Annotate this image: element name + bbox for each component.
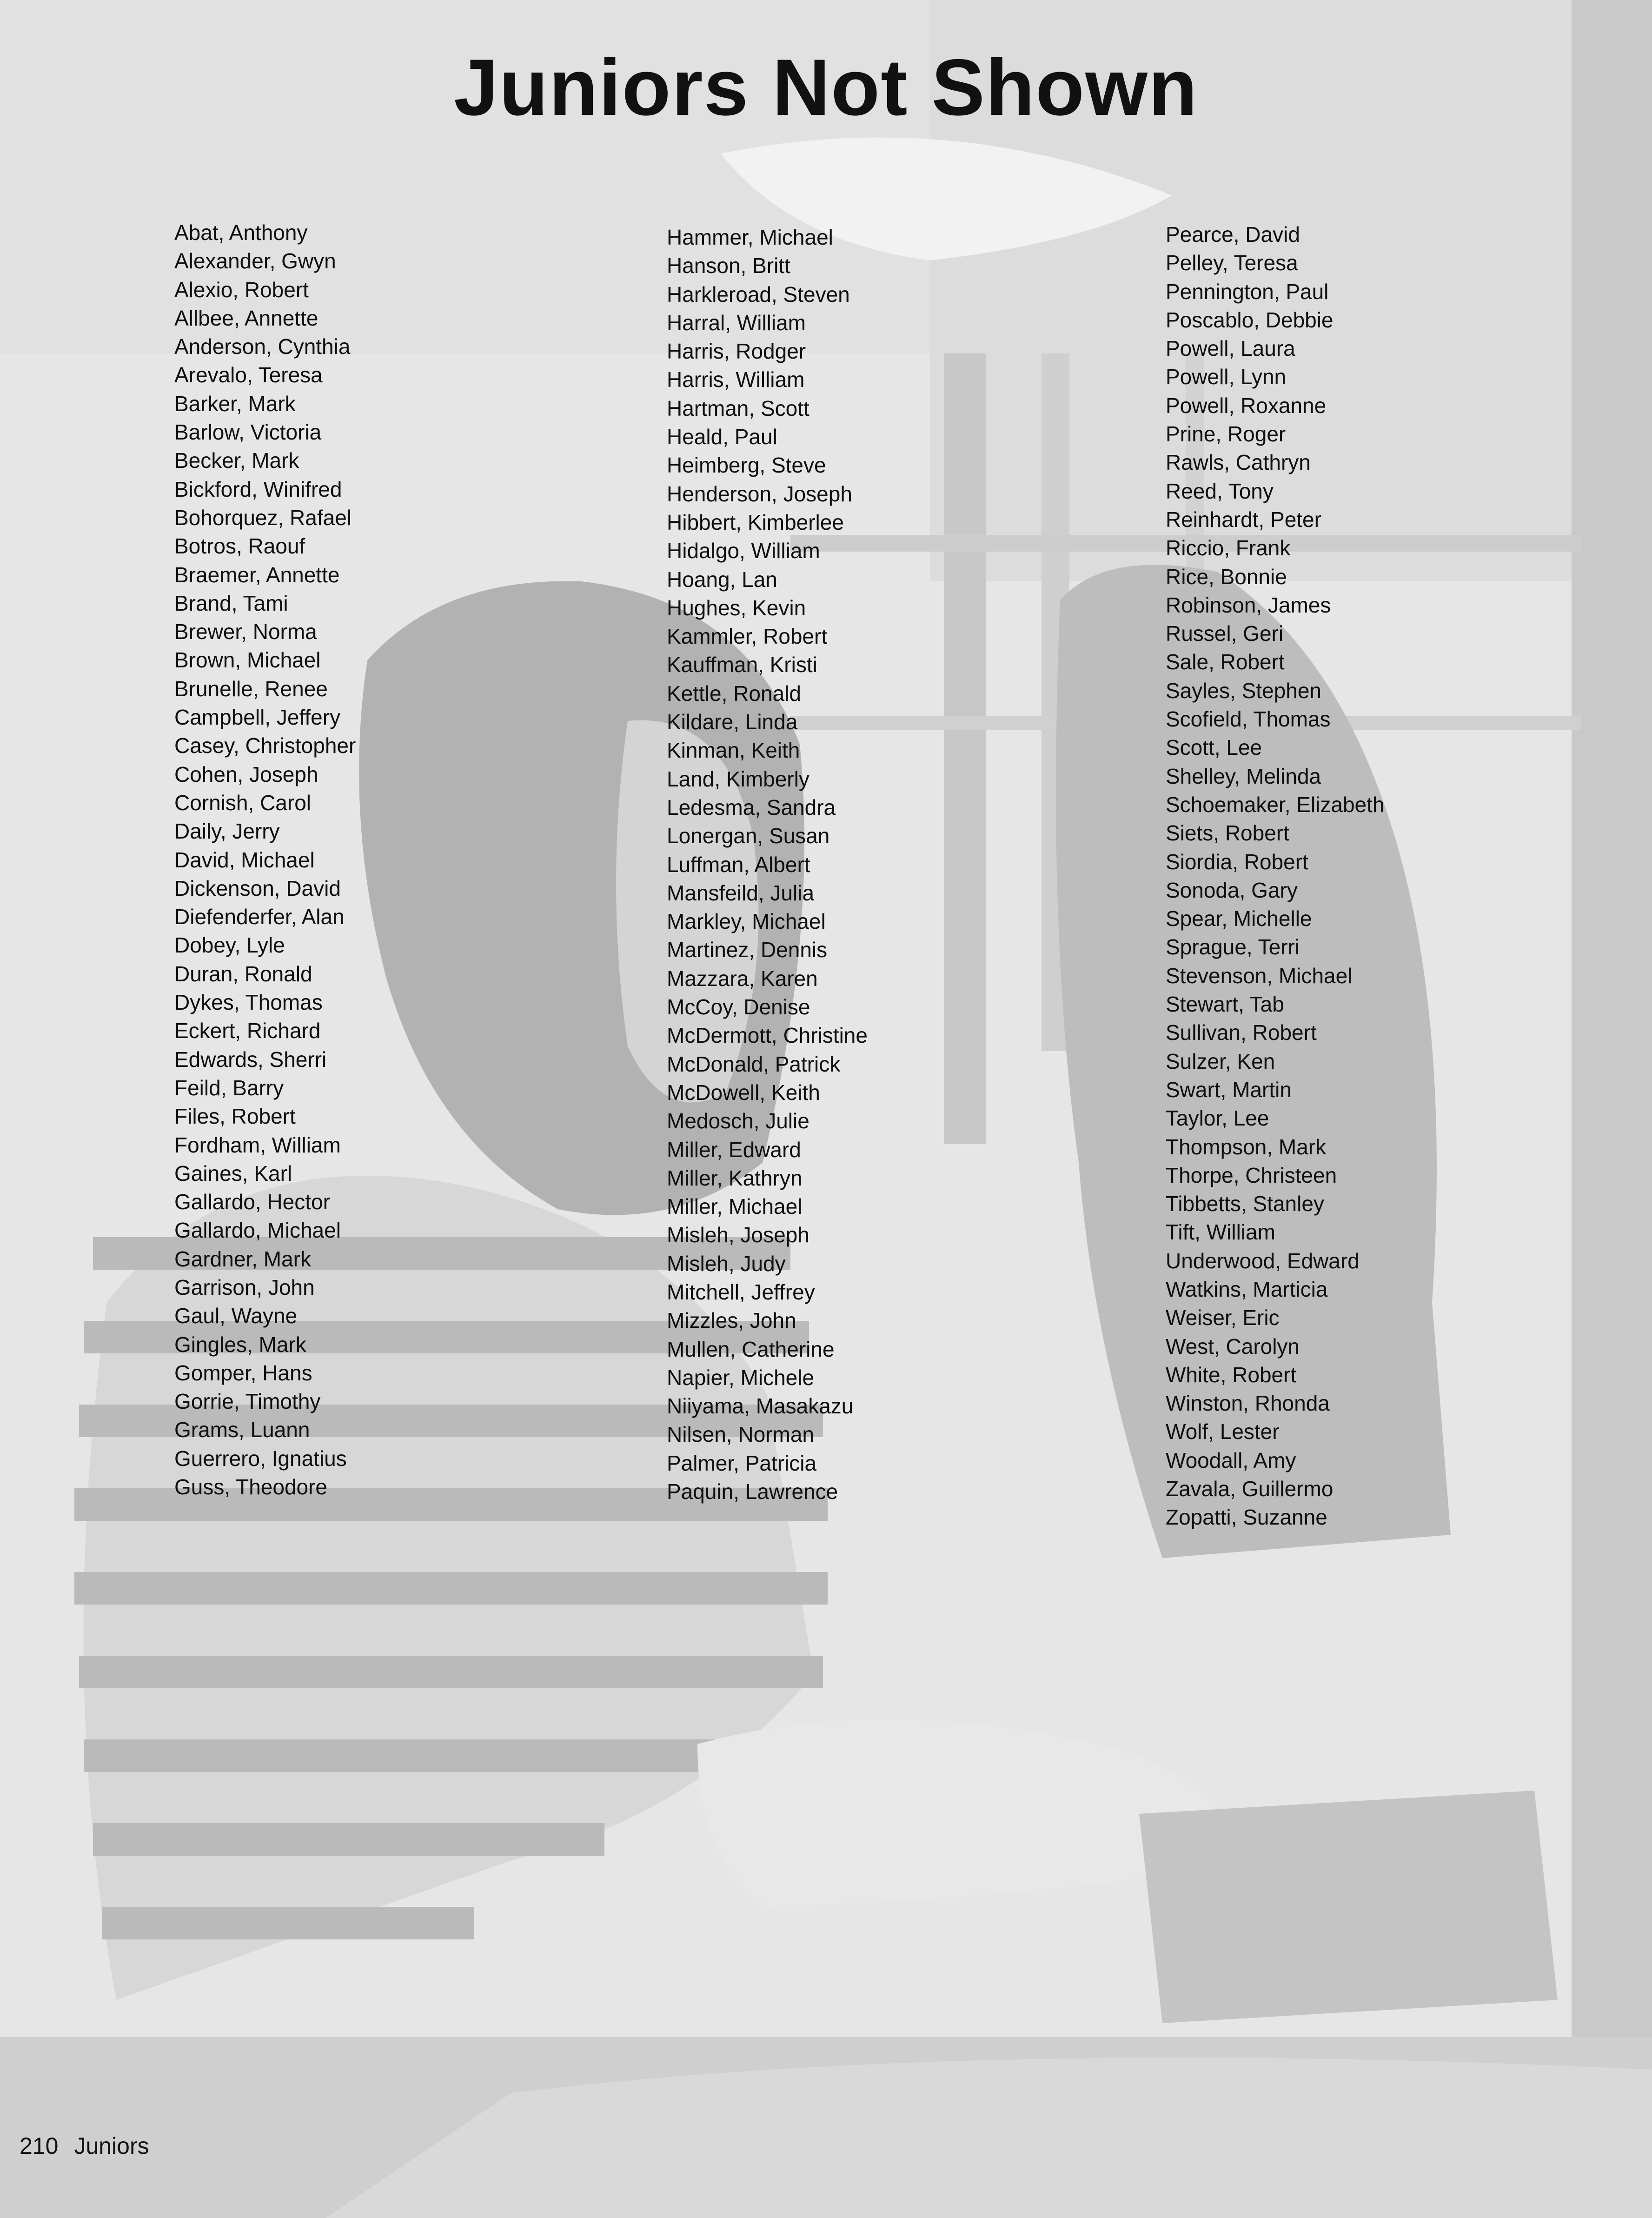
name-entry: Rawls, Cathryn [1166,450,1311,475]
name-entry: David, Michael [174,847,315,872]
name-entry: Gomper, Hans [174,1360,312,1385]
name-entry: Allbee, Annette [174,306,318,330]
name-entry: Misleh, Joseph [667,1223,809,1247]
name-entry: Sonoda, Gary [1166,878,1298,902]
name-entry: Henderson, Joseph [667,481,852,506]
name-entry: Braemer, Annette [174,562,340,587]
name-entry: McCoy, Denise [667,995,810,1019]
name-entry: Dobey, Lyle [174,933,285,958]
name-entry: Rice, Bonnie [1166,564,1287,589]
name-entry: Botros, Raouf [174,534,305,559]
name-entry: Casey, Christopher [174,733,356,758]
name-column-3 [1166,220,1385,1532]
name-entry: Feild, Barry [174,1075,284,1100]
name-entry: Markley, Michael [667,909,826,934]
name-entry: Tift, William [1166,1220,1275,1245]
name-entry: Ledesma, Sandra [667,795,836,819]
name-entry: Mitchell, Jeffrey [667,1279,815,1304]
name-entry: Anderson, Cynthia [174,334,351,359]
name-entry: Winston, Rhonda [1166,1391,1330,1416]
name-entry: Land, Kimberly [667,766,809,791]
name-entry: Luffman, Albert [667,852,810,877]
name-entry: Diefenderfer, Alan [174,905,345,929]
name-entry: Hanson, Britt [667,253,790,278]
name-entry: Martinez, Dennis [667,938,828,962]
name-entry: Sulzer, Ken [1166,1049,1275,1073]
name-entry: Becker, Mark [174,448,299,473]
name-entry: Alexio, Robert [174,277,309,302]
name-entry: Lonergan, Susan [667,824,830,848]
name-entry: Scofield, Thomas [1166,707,1331,732]
name-entry: Underwood, Edward [1166,1248,1360,1273]
name-entry: Hibbert, Kimberlee [667,510,844,534]
name-entry: Prine, Roger [1166,422,1286,446]
name-entry: Misleh, Judy [667,1251,786,1276]
name-entry: Niiyama, Masakazu [667,1394,854,1419]
name-entry: West, Carolyn [1166,1334,1300,1359]
name-entry: Sullivan, Robert [1166,1020,1317,1045]
name-entry: Russel, Geri [1166,621,1284,646]
name-entry: Harris, William [667,367,805,392]
name-entry: Zopatti, Suzanne [1166,1505,1327,1530]
name-entry: Abat, Anthony [174,220,308,245]
name-entry: Scott, Lee [1166,735,1262,760]
name-entry: Daily, Jerry [174,819,280,844]
name-entry: Arevalo, Teresa [174,363,323,387]
name-entry: Sale, Robert [1166,650,1285,674]
name-entry: Reinhardt, Peter [1166,507,1321,532]
name-entry: Powell, Laura [1166,336,1295,361]
name-entry: Miller, Edward [667,1137,801,1162]
name-entry: Heald, Paul [667,425,777,449]
name-entry: Siets, Robert [1166,821,1289,846]
section-label: Juniors [74,2133,149,2159]
name-entry: Pelley, Teresa [1166,251,1298,275]
name-entry: Pennington, Paul [1166,279,1329,304]
name-entry: Palmer, Patricia [667,1451,817,1475]
name-entry: Powell, Roxanne [1166,393,1327,418]
name-entry: Campbell, Jeffery [174,705,341,730]
page-footer [20,2132,149,2160]
name-entry: McDermott, Christine [667,1023,868,1048]
name-entry: Miller, Kathryn [667,1166,803,1190]
name-entry: Gorrie, Timothy [174,1389,321,1414]
name-entry: Mansfeild, Julia [667,880,815,905]
name-entry: Zavala, Guillermo [1166,1477,1334,1501]
name-entry: Mazzara, Karen [667,966,818,991]
name-entry: Dickenson, David [174,876,341,900]
name-entry: McDonald, Patrick [667,1052,841,1076]
name-entry: Shelley, Melinda [1166,764,1321,788]
name-entry: Hidalgo, William [667,539,820,563]
name-entry: Poscablo, Debbie [1166,307,1334,332]
name-entry: Garrison, John [174,1275,315,1299]
name-entry: Grams, Luann [174,1418,310,1442]
name-entry: Brand, Tami [174,591,288,615]
name-entry: Thorpe, Christeen [1166,1163,1337,1187]
name-entry: Hughes, Kevin [667,595,806,620]
name-entry: Kildare, Linda [667,710,798,734]
name-entry: Gaul, Wayne [174,1304,298,1328]
name-entry: Hartman, Scott [667,396,809,420]
name-entry: Mullen, Catherine [667,1337,835,1361]
name-entry: McDowell, Keith [667,1080,820,1105]
name-entry: Edwards, Sherri [174,1047,327,1072]
name-entry: Gallardo, Michael [174,1218,341,1243]
name-entry: Hoang, Lan [667,567,777,592]
name-entry: Taylor, Lee [1166,1106,1269,1131]
name-entry: Harris, Rodger [667,339,806,364]
name-entry: Guerrero, Ignatius [174,1446,347,1471]
name-entry: Kammler, Robert [667,624,828,649]
name-entry: Robinson, James [1166,593,1331,617]
name-entry: Heimberg, Steve [667,453,826,478]
name-entry: Dykes, Thomas [174,990,323,1015]
name-entry: Nilsen, Norman [667,1422,814,1447]
name-entry: Watkins, Marticia [1166,1277,1328,1301]
name-entry: Spear, Michelle [1166,906,1312,931]
name-entry: Thompson, Mark [1166,1134,1327,1159]
name-entry: Brunelle, Renee [174,676,328,701]
name-entry: Reed, Tony [1166,479,1274,503]
name-entry: Sayles, Stephen [1166,678,1322,703]
name-entry: Weiser, Eric [1166,1305,1280,1330]
name-entry: Kauffman, Kristi [667,653,817,677]
name-entry: Siordia, Robert [1166,849,1308,874]
name-column-1 [174,219,356,1501]
name-entry: Barker, Mark [174,391,296,416]
name-entry: Riccio, Frank [1166,536,1291,560]
name-entry: Fordham, William [174,1132,341,1157]
name-entry: Miller, Michael [667,1194,803,1219]
name-entry: Napier, Michele [667,1365,815,1390]
name-entry: Stewart, Tab [1166,992,1284,1017]
name-entry: Schoemaker, Elizabeth [1166,792,1385,817]
name-entry: Tibbetts, Stanley [1166,1192,1324,1216]
name-entry: Woodall, Amy [1166,1448,1296,1472]
name-entry: Gaines, Karl [174,1161,292,1186]
name-entry: Sprague, Terri [1166,935,1300,959]
name-entry: Gingles, Mark [174,1332,306,1357]
name-entry: Cohen, Joseph [174,762,318,786]
name-entry: Gardner, Mark [174,1246,311,1271]
name-entry: Bohorquez, Rafael [174,505,352,530]
name-entry: Swart, Martin [1166,1077,1292,1102]
name-entry: Kettle, Ronald [667,681,801,706]
name-entry: Guss, Theodore [174,1475,328,1499]
name-entry: Stevenson, Michael [1166,963,1353,988]
name-entry: Duran, Ronald [174,961,312,986]
name-entry: Paquin, Lawrence [667,1479,838,1504]
name-entry: Brown, Michael [174,648,321,673]
name-entry: Bickford, Winifred [174,477,342,501]
name-entry: Hammer, Michael [667,225,833,249]
name-entry: Brewer, Norma [174,619,317,644]
name-entry: Wolf, Lester [1166,1419,1280,1444]
name-entry: Powell, Lynn [1166,365,1287,389]
name-entry: Harral, William [667,310,806,335]
name-entry: Pearce, David [1166,222,1300,246]
name-entry: Harkleroad, Steven [667,282,850,306]
name-entry: Files, Robert [174,1104,296,1129]
name-entry: Mizzles, John [667,1308,796,1333]
name-entry: Cornish, Carol [174,790,311,815]
name-entry: Barlow, Victoria [174,420,322,445]
name-entry: White, Robert [1166,1362,1297,1387]
name-entry: Gallardo, Hector [174,1190,330,1214]
page-number: 210 [20,2133,59,2159]
page-title: Juniors Not Shown [453,43,1199,132]
name-entry: Kinman, Keith [667,738,800,763]
name-entry: Medosch, Julie [667,1109,809,1133]
name-entry: Alexander, Gwyn [174,249,336,273]
name-column-2 [667,223,868,1506]
name-entry: Eckert, Richard [174,1019,321,1043]
